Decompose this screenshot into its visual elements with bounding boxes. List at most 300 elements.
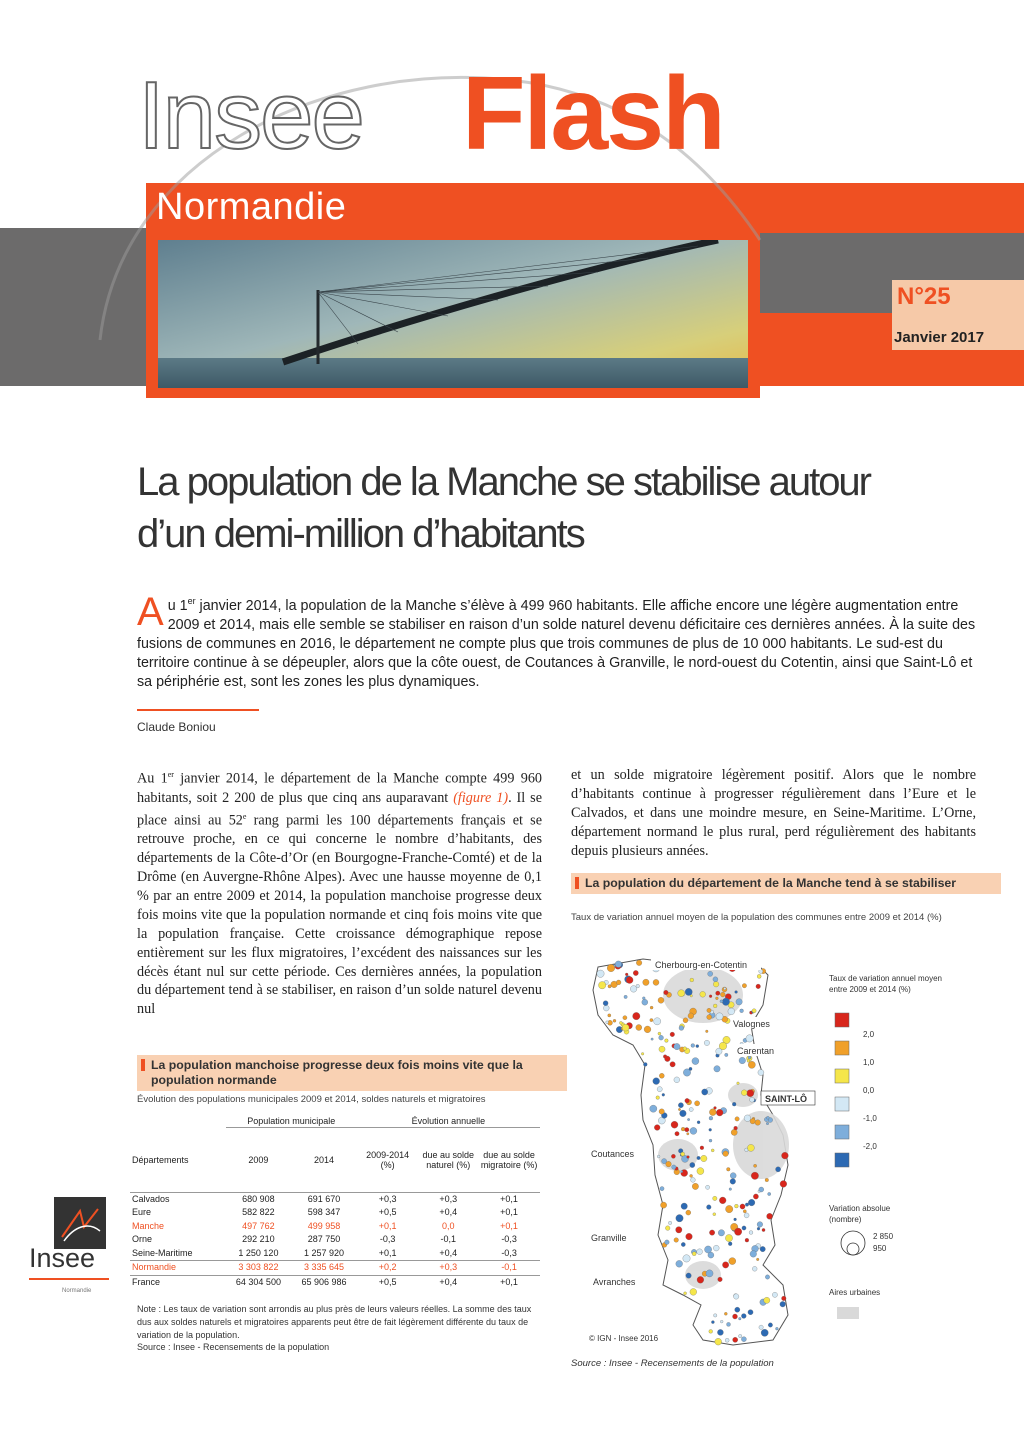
commune-dot <box>700 991 706 997</box>
commune-dot <box>727 1168 731 1172</box>
body-text: janvier 2014, le département de la Manche compte 499 960 habitants, soit 2 200 de plus que cinq ans auparavant <box>137 770 542 806</box>
cell-2014: 691 670 <box>307 1193 341 1204</box>
commune-dot <box>708 971 713 976</box>
commune-dot <box>737 1082 740 1085</box>
commune-dot <box>686 1210 691 1215</box>
commune-dot <box>716 991 720 995</box>
commune-dot <box>678 1108 680 1110</box>
commune-dot <box>766 1116 769 1119</box>
commune-dot <box>752 1266 757 1271</box>
commune-dot <box>700 1146 704 1150</box>
commune-dot <box>724 1312 727 1315</box>
commune-dot <box>713 977 718 982</box>
commune-dot <box>697 1121 700 1124</box>
commune-dot <box>683 1018 688 1023</box>
commune-dot <box>707 1205 712 1210</box>
commune-dot <box>729 1258 736 1265</box>
commune-dot <box>742 984 746 988</box>
legend-value: -2,0 <box>863 1142 877 1151</box>
commune-dot <box>706 1270 713 1277</box>
table-row <box>130 1247 540 1261</box>
commune-dot <box>739 1057 746 1064</box>
commune-dot <box>685 988 692 995</box>
commune-dot <box>750 1251 757 1258</box>
commune-dot <box>730 1173 736 1179</box>
page-title: La population de la Manche se stabilise autour d’un demi-million d’habitants <box>137 460 870 556</box>
body-left-column <box>137 766 542 1032</box>
commune-dot <box>768 1192 771 1195</box>
figure2-title: La population du département de la Manche tend à se stabiliser <box>571 873 1001 894</box>
logo-subtext: Normandie <box>62 1288 92 1294</box>
commune-dot <box>760 1246 765 1251</box>
commune-dot <box>766 1122 769 1125</box>
lead-text-a: u 1 <box>167 597 188 614</box>
figure-reference-link[interactable]: (figure 1) <box>453 789 509 806</box>
legend-urban: Aires urbaines <box>829 1288 881 1297</box>
commune-dot <box>725 1235 732 1242</box>
commune-dot <box>720 1320 723 1323</box>
cell-nat: +0,3 <box>418 1261 478 1276</box>
figure1-notes <box>137 1303 537 1354</box>
commune-dot <box>690 978 694 982</box>
issue-number: N°25 <box>897 283 951 310</box>
commune-dot <box>719 1197 726 1204</box>
commune-dot <box>665 1226 670 1231</box>
figure1-title: La population manchoise progresse deux fois moins vite que la population normande <box>137 1055 567 1091</box>
cell-nat: -0,1 <box>440 1234 457 1245</box>
commune-dot <box>707 1008 711 1012</box>
commune-dot <box>740 1009 744 1013</box>
commune-dot <box>733 1314 738 1319</box>
table-row <box>130 1233 540 1247</box>
cell-2014: 499 958 <box>307 1220 341 1231</box>
legend-title-2: entre 2009 et 2014 (%) <box>829 985 911 994</box>
commune-dot <box>711 1149 714 1152</box>
commune-dot <box>756 984 761 989</box>
legend-swatch <box>835 1013 849 1027</box>
commune-dot <box>707 1015 712 1020</box>
legend-swatch <box>835 1069 849 1083</box>
commune-dot <box>653 1078 660 1085</box>
commune-dot <box>723 1151 729 1157</box>
commune-dot <box>692 1058 699 1065</box>
issue-date: Janvier 2017 <box>894 329 985 346</box>
legend-size-title-1: Variation absolue <box>829 1204 891 1213</box>
col-2009: 2009 <box>226 1128 292 1193</box>
commune-dot <box>767 1213 773 1219</box>
commune-dot <box>713 1245 719 1251</box>
cell-var: +0,3 <box>378 1193 397 1204</box>
legend-swatch <box>835 1153 849 1167</box>
table-row <box>130 1276 540 1290</box>
cell-dep: France <box>130 1276 226 1290</box>
commune-dot <box>731 1129 737 1135</box>
commune-dot <box>720 1000 723 1003</box>
place-label: SAINT-LÔ <box>765 1094 807 1104</box>
commune-dot <box>691 1044 695 1048</box>
place-label: Cherbourg-en-Cotentin <box>655 960 748 970</box>
commune-dot <box>768 1323 772 1327</box>
commune-dot <box>713 981 719 987</box>
commune-dot <box>726 1205 733 1212</box>
commune-dot <box>761 1329 768 1336</box>
cell-dep: Normandie <box>130 1261 226 1276</box>
commune-dot <box>607 964 615 972</box>
commune-dot <box>692 1252 696 1256</box>
legend-title-1: Taux de variation annuel moyen <box>829 974 942 983</box>
commune-dot <box>735 1204 739 1208</box>
commune-dot <box>690 1127 697 1134</box>
commune-dot <box>644 1026 651 1033</box>
col-mig: due au solde migratoire (%) <box>478 1128 540 1193</box>
commune-dot <box>736 999 742 1005</box>
commune-dot <box>734 1126 738 1130</box>
cell-dep: Orne <box>132 1234 153 1245</box>
commune-dot <box>733 1337 738 1342</box>
commune-dot <box>718 1230 724 1236</box>
commune-dot <box>729 1188 732 1191</box>
legend-size-value: 950 <box>873 1244 887 1253</box>
commune-dot <box>674 1238 679 1243</box>
commune-dot <box>717 1329 723 1335</box>
commune-dot <box>713 1196 717 1200</box>
commune-dot <box>686 1273 691 1278</box>
commune-dot <box>741 1337 746 1342</box>
commune-dot <box>747 1144 754 1151</box>
commune-dot <box>689 1067 692 1070</box>
brand-flash: Flash <box>462 56 724 172</box>
commune-dot <box>599 982 606 989</box>
commune-dot <box>753 1194 758 1199</box>
map-legend <box>829 974 942 1319</box>
commune-dot <box>716 997 719 1000</box>
col-var: 2009-2014 (%) <box>357 1128 419 1193</box>
commune-dot <box>759 1325 763 1329</box>
commune-dot <box>659 1073 664 1078</box>
commune-dot <box>715 1338 722 1345</box>
commune-dot <box>603 1001 608 1006</box>
commune-dot <box>748 1199 755 1206</box>
commune-dot <box>748 1061 755 1068</box>
commune-dot <box>687 1133 689 1135</box>
commune-dot <box>697 1168 704 1175</box>
commune-dot <box>776 1327 779 1330</box>
commune-dot <box>680 1110 687 1117</box>
commune-dot <box>690 1174 693 1177</box>
commune-dot <box>709 1109 716 1116</box>
insee-logo-text: Insee <box>29 1243 96 1273</box>
commune-dot <box>613 1019 616 1022</box>
commune-dot <box>659 1046 665 1052</box>
commune-dot <box>709 995 712 998</box>
commune-dot <box>735 1307 740 1312</box>
commune-dot <box>670 1032 675 1037</box>
commune-dot <box>690 1162 695 1167</box>
commune-dot <box>641 1053 644 1056</box>
cell-nat: +0,4 <box>418 1276 478 1290</box>
commune-dot <box>681 1152 685 1156</box>
commune-dot <box>665 1039 669 1043</box>
cell-nat: +0,4 <box>439 1207 458 1218</box>
commune-dot <box>670 1062 675 1067</box>
commune-dot <box>724 987 726 989</box>
commune-dot <box>676 1227 682 1233</box>
author: Claude Boniou <box>137 720 216 734</box>
commune-dot <box>708 1252 714 1258</box>
commune-dot <box>597 970 604 977</box>
commune-dot <box>714 1066 720 1072</box>
commune-dot <box>636 984 640 988</box>
cell-var: +0,5 <box>357 1276 419 1290</box>
commune-dot <box>765 1178 769 1182</box>
commune-dot <box>658 997 664 1003</box>
commune-dot <box>654 1125 660 1131</box>
commune-dot <box>746 1035 753 1042</box>
cell-2009: 582 822 <box>242 1207 275 1218</box>
commune-dot <box>750 1119 755 1124</box>
commune-dot <box>725 1053 728 1056</box>
commune-dot <box>697 1276 704 1283</box>
body-right-column: et un solde migratoire légèrement positif. Alors que le nombre d’habitants continue à progresser régulièrement dans l’Eure et le Calvados, et dans une moindre mesure, en Seine-Maritime. L’Orne, département normand le plus rural, perd régulièrement des habitants depuis plusieurs années. <box>571 767 976 859</box>
legend-value: 1,0 <box>863 1058 875 1067</box>
cell-2014: 65 906 986 <box>291 1276 357 1290</box>
place-label: Valognes <box>733 1019 770 1029</box>
cell-mig: +0,1 <box>500 1207 518 1218</box>
commune-dot <box>650 1006 653 1009</box>
commune-dot <box>608 1014 611 1017</box>
commune-dot <box>759 1187 764 1192</box>
commune-dot <box>674 1077 680 1083</box>
cell-2014: 1 257 920 <box>303 1247 345 1258</box>
cell-mig: +0,1 <box>478 1276 540 1290</box>
commune-dot <box>606 1021 609 1024</box>
insee-logo-icon <box>54 1197 106 1249</box>
commune-dot <box>765 1275 769 1279</box>
commune-dot <box>713 1004 717 1008</box>
place-label: Avranches <box>593 1277 636 1287</box>
commune-dot <box>776 1167 781 1172</box>
commune-dot <box>675 1132 679 1136</box>
legend-value: 0,0 <box>863 1086 875 1095</box>
commune-dot <box>713 1213 716 1216</box>
commune-dot <box>757 974 761 978</box>
commune-dot <box>780 1301 786 1307</box>
cell-2009: 3 303 822 <box>226 1261 292 1276</box>
commune-dot <box>744 1213 749 1218</box>
commune-dot <box>762 1228 765 1231</box>
commune-dot <box>687 1156 690 1159</box>
commune-dot <box>709 1230 714 1235</box>
commune-dot <box>676 1260 683 1267</box>
commune-dot <box>685 1128 689 1132</box>
commune-dot <box>633 1012 640 1019</box>
commune-dot <box>691 1178 696 1183</box>
col-2014: 2014 <box>291 1128 357 1193</box>
commune-dot <box>671 1154 675 1158</box>
commune-dot <box>747 1060 750 1063</box>
group-population: Population municipale <box>226 1115 357 1128</box>
commune-dot <box>725 1338 729 1342</box>
legend-swatch <box>835 1097 849 1111</box>
commune-dot <box>683 1255 690 1262</box>
commune-dot <box>756 1258 759 1261</box>
commune-dot <box>709 1139 712 1142</box>
commune-dot <box>702 1089 708 1095</box>
commune-dot <box>772 1292 777 1297</box>
legend-size-title-2: (nombre) <box>829 1215 862 1224</box>
manche-map <box>583 955 983 1350</box>
commune-dot <box>716 1013 723 1020</box>
commune-dot <box>720 992 725 997</box>
commune-dot <box>623 1016 627 1020</box>
commune-dot <box>666 1161 672 1167</box>
commune-dot <box>734 1218 737 1221</box>
commune-dot <box>616 980 621 985</box>
commune-dot <box>661 1202 667 1208</box>
lead-paragraph <box>137 592 982 692</box>
commune-dot <box>615 961 622 968</box>
commune-dot <box>686 1233 693 1240</box>
commune-dot <box>754 1164 757 1167</box>
commune-dot <box>679 1026 684 1031</box>
commune-dot <box>722 1262 728 1268</box>
commune-dot <box>714 1314 717 1317</box>
cell-nat: 0,0 <box>442 1220 455 1231</box>
commune-dot <box>745 1203 748 1206</box>
commune-dot <box>704 1040 709 1045</box>
cell-2009: 1 250 120 <box>238 1247 279 1258</box>
figure1-subtitle: Évolution des populations municipales 2009 et 2014, soldes naturels et migratoires <box>137 1094 486 1105</box>
commune-dot <box>751 1172 758 1179</box>
commune-dot <box>642 997 645 1000</box>
commune-dot <box>642 999 648 1005</box>
cell-2014: 3 335 645 <box>291 1261 357 1276</box>
commune-dot <box>728 1242 732 1246</box>
col-empty <box>130 1115 226 1128</box>
lead-rule <box>137 709 259 711</box>
commune-dot <box>676 1215 683 1222</box>
commune-dot <box>749 1231 753 1235</box>
commune-dot <box>743 1210 746 1213</box>
cell-var: +0,5 <box>378 1207 397 1218</box>
commune-dot <box>741 1090 747 1096</box>
cell-dep: Eure <box>132 1207 152 1218</box>
region-name: Normandie <box>156 186 347 228</box>
logo-rule <box>29 1278 109 1280</box>
cell-var: +0,2 <box>357 1261 419 1276</box>
commune-dot <box>683 1047 687 1051</box>
commune-dot <box>748 1056 751 1059</box>
legend-swatch <box>835 1125 849 1139</box>
place-label: Carentan <box>737 1046 775 1056</box>
commune-dot <box>643 979 649 985</box>
commune-dot <box>659 1035 664 1040</box>
commune-dot <box>622 1024 629 1031</box>
commune-dot <box>742 1226 746 1230</box>
cell-2009: 292 210 <box>242 1234 275 1245</box>
commune-dot <box>718 1277 723 1282</box>
legend-value: 2,0 <box>863 1030 875 1039</box>
commune-dot <box>658 1032 661 1035</box>
commune-dot <box>719 1042 727 1050</box>
commune-dot <box>730 1179 736 1185</box>
commune-dot <box>636 960 642 966</box>
body-sup: e <box>242 811 247 821</box>
cell-dep: Manche <box>132 1220 165 1231</box>
commune-dot <box>757 1227 760 1230</box>
commune-dot <box>750 1097 755 1102</box>
place-label: Granville <box>591 1233 627 1243</box>
legend-swatch <box>835 1041 849 1055</box>
commune-dot <box>709 1128 712 1131</box>
commune-dot <box>697 1156 700 1159</box>
place-label: Coutances <box>591 1149 635 1159</box>
col-departements: Départements <box>130 1128 226 1193</box>
commune-dot <box>657 1155 660 1158</box>
commune-dot <box>740 1204 745 1209</box>
commune-dot <box>678 1103 683 1108</box>
commune-dot <box>626 977 633 984</box>
commune-dot <box>697 1249 703 1255</box>
commune-dot <box>662 1093 665 1096</box>
commune-dot <box>690 1289 697 1296</box>
cell-dep: Seine-Maritime <box>132 1247 193 1258</box>
legend-urban-swatch <box>837 1307 859 1319</box>
commune-dot <box>654 1018 661 1025</box>
commune-dot <box>664 990 669 995</box>
commune-dot <box>748 1310 753 1315</box>
commune-dot <box>651 1038 653 1040</box>
commune-dot <box>711 1321 714 1324</box>
commune-dot <box>653 979 659 985</box>
table-row <box>130 1206 540 1220</box>
commune-dot <box>735 991 738 994</box>
body-text: . Il se place ainsi au 52 <box>137 789 542 829</box>
body-sup: er <box>167 770 174 779</box>
cell-dep: Calvados <box>132 1193 170 1204</box>
commune-dot <box>747 1090 754 1097</box>
commune-dot <box>714 1107 717 1110</box>
commune-dot <box>744 1115 751 1122</box>
commune-dot <box>741 1314 746 1319</box>
group-evolution: Évolution annuelle <box>357 1115 540 1128</box>
cell-2009: 497 762 <box>242 1220 275 1231</box>
commune-dot <box>603 1005 609 1011</box>
commune-dot <box>728 1008 735 1015</box>
commune-dot <box>695 1101 700 1106</box>
commune-dot <box>665 1240 670 1245</box>
commune-dot <box>755 1120 761 1126</box>
cell-nat: +0,4 <box>439 1247 458 1258</box>
cell-var: +0,1 <box>378 1220 397 1231</box>
commune-dot <box>633 970 638 975</box>
figure1-source: Source : Insee - Recensements de la population <box>137 1342 330 1353</box>
commune-dot <box>674 1043 680 1049</box>
commune-dot <box>650 1105 657 1112</box>
cell-mig: -0,3 <box>501 1234 517 1245</box>
commune-dot <box>716 1109 723 1116</box>
brand-insee: Insee <box>138 62 363 169</box>
commune-dot <box>722 998 729 1005</box>
commune-dot <box>656 1096 660 1100</box>
commune-dot <box>619 1021 622 1024</box>
table-row <box>130 1261 540 1276</box>
commune-dot <box>735 1117 739 1121</box>
col-nat: due au solde naturel (%) <box>418 1128 478 1193</box>
cell-mig: -0,3 <box>501 1247 517 1258</box>
dropcap: A <box>137 590 164 634</box>
commune-dot <box>696 1045 699 1048</box>
